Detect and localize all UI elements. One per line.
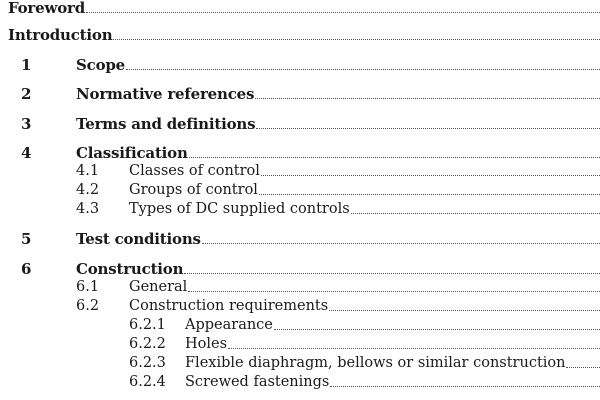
toc-entry-title: Normative references [76, 85, 255, 103]
toc-entry-title: Classification [76, 144, 188, 162]
toc-entry-foreword[interactable] [0, 0, 600, 18]
toc-entry-number: 4.3 [76, 201, 100, 217]
toc-entry-number: 4 [21, 144, 32, 162]
toc-entry-construction[interactable] [0, 261, 600, 279]
toc-entry-title: Foreword [8, 0, 85, 17]
toc-entry-classes-of-control[interactable] [0, 163, 600, 181]
dot-leader [228, 348, 600, 349]
toc-entry-scope[interactable] [0, 57, 600, 75]
toc-entry-title: Classes of control [129, 163, 260, 179]
toc-entry-title: General [129, 279, 188, 295]
toc-entry-introduction[interactable] [0, 27, 600, 45]
toc-entry-title: Screwed fastenings [185, 374, 330, 390]
toc-entry-normative-references[interactable] [0, 86, 600, 104]
dot-leader [113, 39, 600, 40]
toc-entry-number: 2 [21, 85, 32, 103]
dot-leader [566, 367, 600, 368]
dot-leader [330, 386, 600, 387]
toc-entry-title: Introduction [8, 26, 113, 44]
toc-entry-title: Groups of control [129, 182, 258, 198]
toc-entry-number: 4.2 [76, 182, 100, 198]
dot-leader [274, 329, 600, 330]
dot-leader [86, 12, 600, 13]
toc-entry-holes[interactable] [0, 336, 600, 354]
dot-leader [202, 243, 600, 244]
toc-entry-number: 1 [21, 56, 32, 74]
toc-entry-number: 3 [21, 115, 32, 133]
toc-entry-groups-of-control[interactable] [0, 182, 600, 200]
toc-entry-types-of-dc-supplied-controls[interactable] [0, 201, 600, 219]
toc-entry-number: 5 [21, 230, 32, 248]
dot-leader [188, 291, 600, 292]
toc-entry-title: Construction [76, 260, 184, 278]
toc-entry-number: 6.2.2 [129, 336, 166, 352]
toc-entry-construction-requirements[interactable] [0, 298, 600, 316]
toc-entry-terms-and-definitions[interactable] [0, 116, 600, 134]
dot-leader [329, 310, 600, 311]
toc-entry-general[interactable] [0, 279, 600, 297]
toc-entry-title: Test conditions [76, 230, 201, 248]
dot-leader [261, 175, 600, 176]
toc-entry-title: Types of DC supplied controls [129, 201, 350, 217]
toc-entry-number: 6.2.3 [129, 355, 166, 371]
dot-leader [259, 194, 600, 195]
toc-entry-title: Flexible diaphragm, bellows or similar construction [185, 355, 566, 371]
toc-entry-number: 4.1 [76, 163, 100, 179]
dot-leader [189, 157, 600, 158]
toc-entry-number: 6 [21, 260, 32, 278]
toc-entry-number: 6.1 [76, 279, 100, 295]
dot-leader [351, 213, 600, 214]
dot-leader [255, 98, 600, 99]
toc-entry-number: 6.2 [76, 298, 100, 314]
toc-entry-screwed-fastenings[interactable] [0, 374, 600, 392]
dot-leader [126, 69, 600, 70]
toc-entry-title: Appearance [185, 317, 273, 333]
toc-entry-number: 6.2.4 [129, 374, 166, 390]
toc-entry-number: 6.2.1 [129, 317, 166, 333]
toc-entry-title: Construction requirements [129, 298, 329, 314]
toc-entry-classification[interactable] [0, 145, 600, 163]
toc-entry-title: Scope [76, 56, 126, 74]
dot-leader [256, 128, 600, 129]
toc-entry-appearance[interactable] [0, 317, 600, 335]
toc-entry-flexible-diaphragm[interactable] [0, 355, 600, 373]
dot-leader [184, 273, 600, 274]
toc-entry-title: Terms and definitions [76, 115, 256, 133]
toc-entry-test-conditions[interactable] [0, 231, 600, 249]
toc-entry-title: Holes [185, 336, 228, 352]
